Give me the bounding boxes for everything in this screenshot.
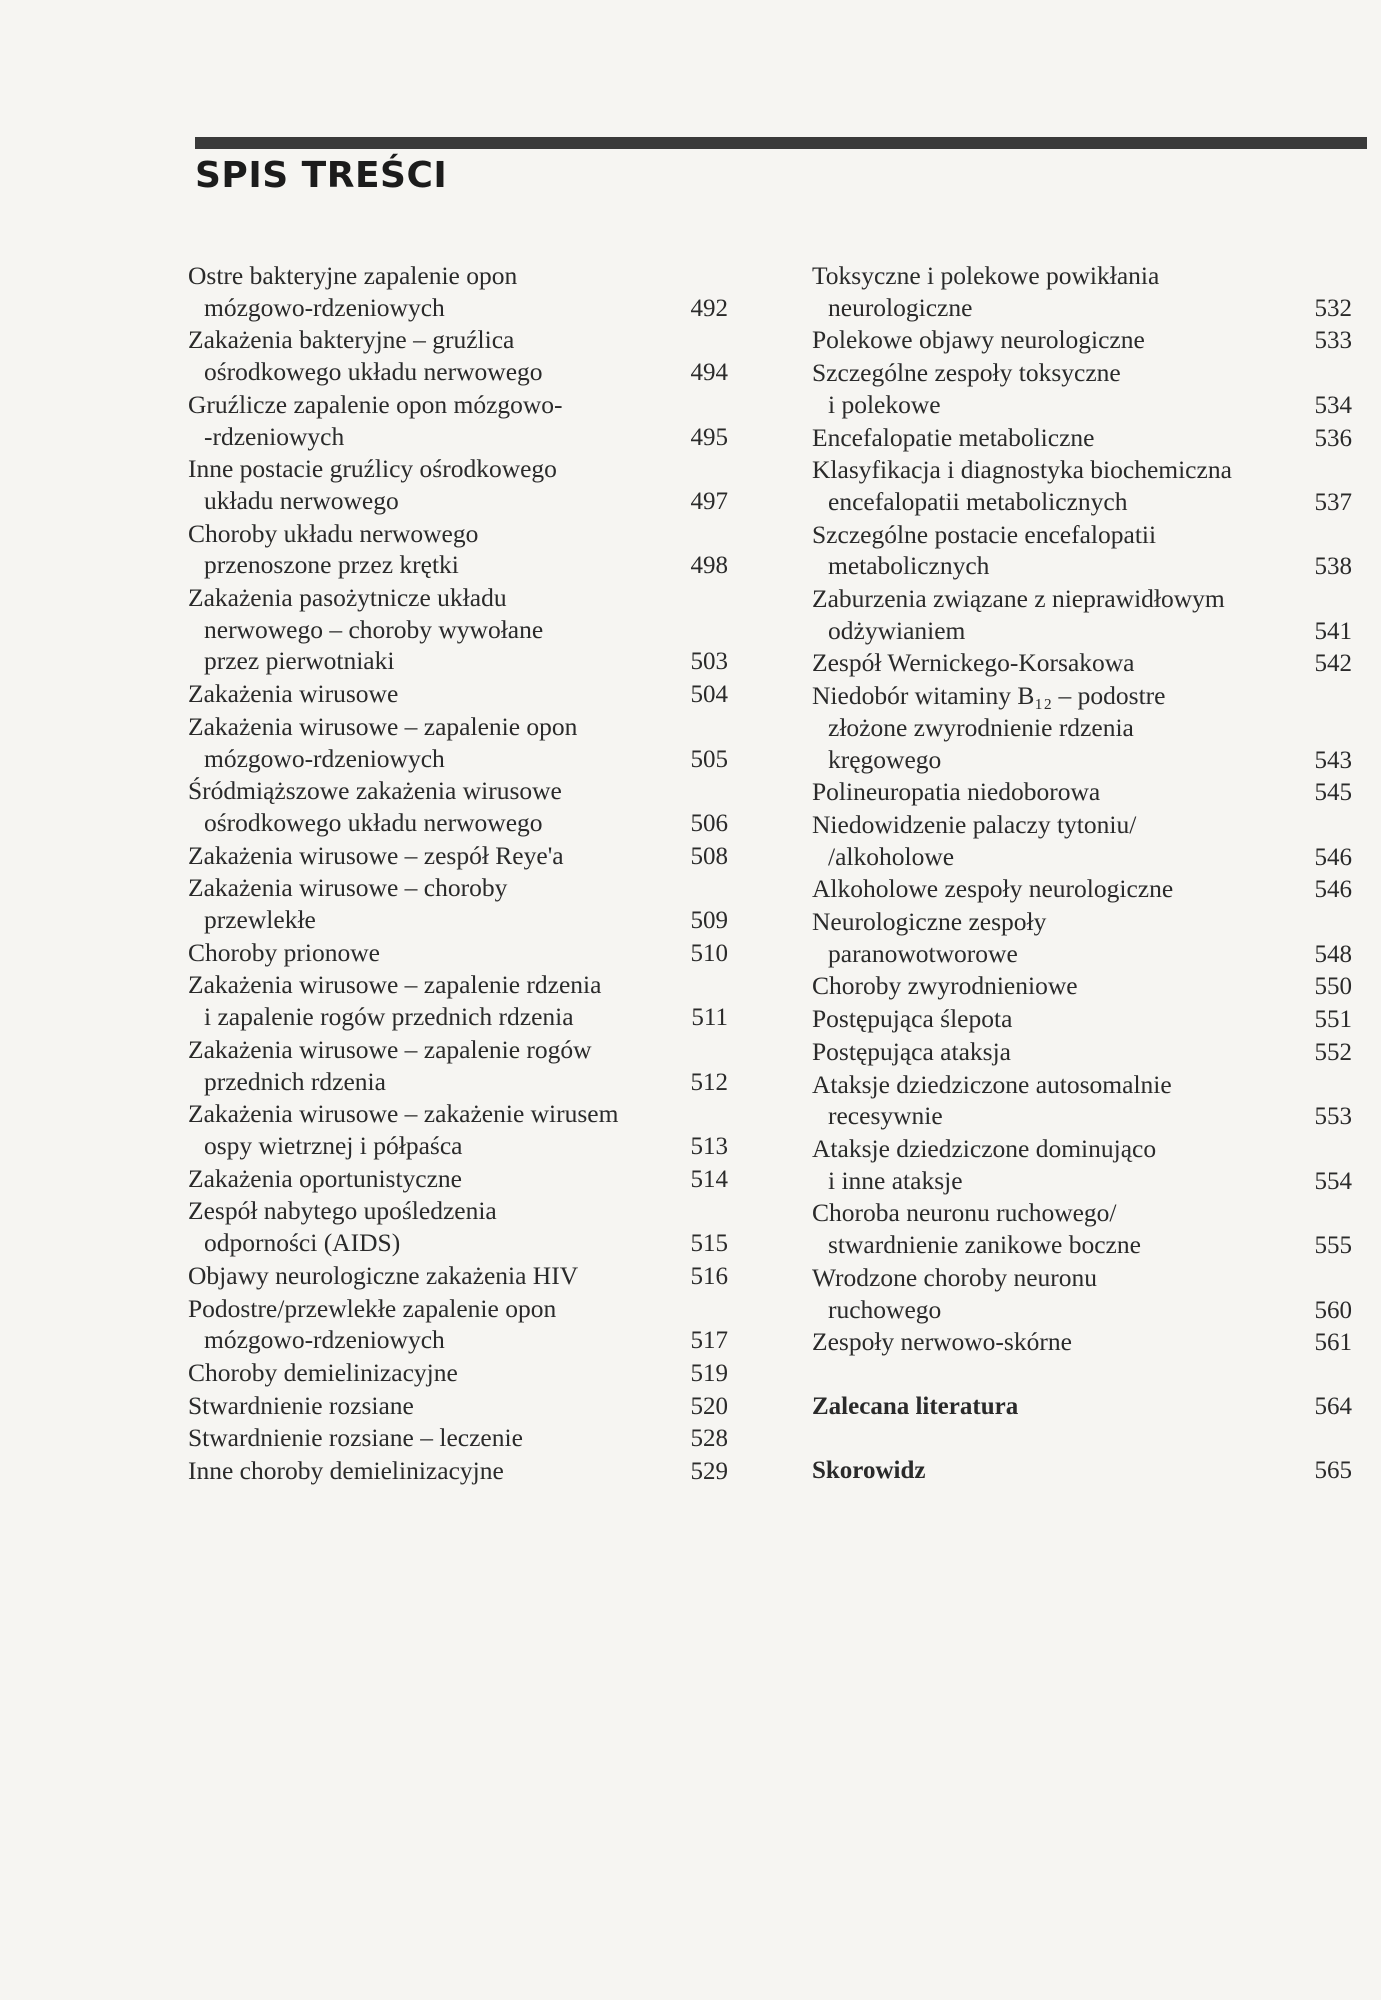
toc-entry-line (812, 970, 1352, 1003)
toc-page-number: 564 (1314, 1392, 1352, 1420)
toc-entry (812, 583, 1352, 647)
toc-entry-line (812, 550, 1352, 583)
toc-entry (188, 1260, 728, 1293)
toc-entry-title: Zakażenia wirusowe – zapalenie opon (188, 711, 578, 741)
toc-entry-title: Polekowe objawy neurologiczne (812, 325, 1145, 355)
toc-entry-title: Klasyfikacja i diagnostyka biochemiczna (812, 455, 1232, 485)
toc-entry (812, 1036, 1352, 1069)
toc-entry-line (188, 421, 728, 454)
toc-entry-line (812, 1003, 1352, 1036)
toc-entry (812, 1133, 1352, 1197)
toc-entry-line (188, 711, 728, 743)
toc-entry-title: /alkoholowe (828, 841, 955, 871)
toc-entry-title: Wrodzone choroby neuronu (812, 1262, 1098, 1292)
toc-entry (188, 1163, 728, 1196)
toc-entry-line (188, 1130, 728, 1163)
toc-entry-title: paranowotworowe (828, 938, 1018, 968)
toc-entry-line (188, 549, 728, 582)
toc-entry-line (812, 873, 1352, 906)
toc-page-number: 536 (1314, 424, 1352, 452)
toc-entry (812, 970, 1352, 1003)
toc-entry-line (188, 1098, 728, 1130)
toc-entry (188, 453, 728, 517)
toc-entry-title: Podostre/przewlekłe zapalenie opon (188, 1293, 557, 1323)
toc-entry (812, 1003, 1352, 1036)
toc-entry-title: Choroby prionowe (188, 937, 380, 967)
toc-entry-title: Zespoły nerwowo-skórne (812, 1327, 1072, 1357)
toc-page-number: 550 (1314, 973, 1352, 1001)
toc-entry-title: Ataksje dziedziczone autosomalnie (812, 1069, 1172, 1099)
toc-entry (188, 1455, 728, 1488)
toc-page-number: 553 (1314, 1103, 1352, 1131)
toc-page-number: 560 (1314, 1296, 1352, 1324)
toc-left-column (188, 260, 728, 1488)
toc-entry-title: Ostre bakteryjne zapalenie opon (188, 261, 518, 290)
toc-entry-line (188, 1163, 728, 1196)
toc-entry-title: mózgowo-rdzeniowych (204, 1325, 445, 1355)
toc-entry-line (812, 712, 1352, 744)
toc-entry-title: Ataksje dziedziczone dominująco (812, 1133, 1157, 1163)
toc-page-number: 533 (1314, 327, 1352, 355)
toc-entry (812, 1197, 1352, 1261)
toc-entry-line (188, 1066, 728, 1099)
toc-page-number: 528 (690, 1425, 728, 1453)
toc-entry-title: Choroby układu nerwowego (188, 518, 479, 548)
toc-entry-line (188, 1293, 728, 1325)
toc-entry-line (812, 1133, 1352, 1165)
toc-entry-title: Polineuropatia niedoborowa (812, 777, 1101, 807)
toc-entry (188, 1390, 728, 1423)
toc-entry-line (188, 807, 728, 840)
toc-entry-title: ośrodkowego układu nerwowego (204, 357, 543, 387)
toc-entry-title: ośrodkowego układu nerwowego (204, 807, 543, 837)
toc-section-entry (812, 1455, 1352, 1487)
toc-page-number: 532 (1314, 294, 1352, 322)
toc-entry-line (188, 356, 728, 389)
toc-entry-line (812, 292, 1352, 325)
toc-page-number: 514 (690, 1165, 728, 1193)
toc-page-number: 541 (1314, 617, 1352, 645)
toc-entry-title: -rdzeniowych (204, 421, 345, 451)
toc-section-title: Skorowidz (812, 1456, 926, 1484)
toc-entry-title: Objawy neurologiczne zakażenia HIV (188, 1260, 579, 1290)
toc-entry (812, 357, 1352, 421)
toc-entry-line (812, 519, 1352, 551)
toc-entry (188, 969, 728, 1033)
toc-section-entry (812, 1391, 1352, 1423)
toc-entry-line (188, 1227, 728, 1260)
toc-entry-line (812, 1069, 1352, 1101)
toc-entry-title: Szczególne zespoły toksyczne (812, 358, 1121, 388)
toc-entry-title: Inne choroby demielinizacyjne (188, 1456, 504, 1486)
toc-entry-line (812, 615, 1352, 648)
toc-entry-title: Choroby zwyrodnieniowe (812, 971, 1078, 1001)
toc-entry-title: metabolicznych (828, 551, 990, 581)
toc-entry-title: Niedobór witaminy B₁₂ – podostre (812, 681, 1166, 711)
toc-entry-line (188, 324, 728, 356)
toc-entry-title: Zakażenia pasożytnicze układu (188, 583, 507, 613)
toc-entry-title: Choroby demielinizacyjne (188, 1357, 458, 1387)
toc-page-number: 543 (1314, 746, 1352, 774)
toc-entry-line (812, 1165, 1352, 1198)
toc-entry-title: odżywianiem (828, 615, 966, 645)
toc-page-number: 561 (1314, 1329, 1352, 1357)
toc-entry-title: przednich rdzenia (204, 1066, 386, 1096)
toc-entry-title: i polekowe (828, 389, 941, 419)
toc-entry-title: Niedowidzenie palaczy tytoniu/ (812, 809, 1137, 839)
toc-entry-title: Postępująca ataksja (812, 1036, 1011, 1066)
toc-entry (188, 1422, 728, 1455)
toc-entry-title: Zakażenia bakteryjne – gruźlica (188, 325, 515, 355)
toc-entry (812, 324, 1352, 357)
toc-page-number: 504 (690, 681, 728, 709)
toc-entry-line (812, 454, 1352, 486)
toc-page-number: 513 (690, 1132, 728, 1160)
toc-entry-line (188, 1455, 728, 1488)
toc-entry-title: Zakażenia wirusowe – zapalenie rogów (188, 1034, 592, 1064)
toc-entry (812, 906, 1352, 970)
toc-entry (188, 840, 728, 873)
toc-entry (188, 711, 728, 775)
toc-entry-line (812, 324, 1352, 357)
toc-page-number: 565 (1314, 1456, 1352, 1484)
toc-page-number: 551 (1314, 1006, 1352, 1034)
toc-entry-title: Zakażenia wirusowe – zespół Reye'a (188, 840, 564, 870)
toc-entry-line (812, 260, 1352, 292)
toc-page-number: 555 (1314, 1232, 1352, 1260)
toc-entry-line (188, 292, 728, 325)
toc-entry-title: przez pierwotniaki (204, 646, 395, 676)
toc-entry (188, 1098, 728, 1162)
toc-entry (812, 1069, 1352, 1133)
toc-entry (188, 260, 728, 324)
toc-page-number: 546 (1314, 876, 1352, 904)
toc-entry-title: złożone zwyrodnienie rdzenia (828, 712, 1134, 742)
toc-entry-line (812, 647, 1352, 680)
toc-page-number: 511 (691, 1004, 728, 1032)
toc-entry-title: Toksyczne i polekowe powikłania (812, 261, 1160, 290)
toc-entry (188, 1357, 728, 1390)
toc-entry-line (188, 937, 728, 970)
toc-entry-line (812, 841, 1352, 874)
toc-entry-line (188, 1324, 728, 1357)
toc-entry-line (188, 678, 728, 711)
toc-entry-line (812, 1229, 1352, 1262)
toc-entry-title: Stwardnienie rozsiane (188, 1390, 414, 1420)
toc-entry (812, 454, 1352, 518)
toc-entry-line (188, 1357, 728, 1390)
toc-entry-line (188, 453, 728, 485)
toc-page-number: 519 (690, 1359, 728, 1387)
toc-entry-title: Stwardnienie rozsiane – leczenie (188, 1423, 523, 1453)
toc-entry-line (188, 775, 728, 807)
toc-entry (188, 937, 728, 970)
toc-entry-line (188, 1195, 728, 1227)
toc-entry-title: Zespół nabytego upośledzenia (188, 1196, 497, 1226)
toc-entry-line (812, 1326, 1352, 1359)
toc-right-column (812, 260, 1352, 1486)
toc-page-number: 515 (690, 1230, 728, 1258)
toc-entry-line (812, 1262, 1352, 1294)
toc-page-number: 520 (690, 1392, 728, 1420)
toc-entry-line (188, 969, 728, 1001)
toc-page-number: 503 (690, 648, 728, 676)
toc-page-number: 534 (1314, 391, 1352, 419)
toc-entry-line (812, 680, 1352, 712)
toc-page-number: 542 (1314, 650, 1352, 678)
toc-entry-line (812, 1197, 1352, 1229)
toc-entry-title: kręgowego (828, 744, 942, 774)
toc-entry-title: mózgowo-rdzeniowych (204, 292, 445, 322)
toc-entry (188, 1195, 728, 1259)
toc-entry-title: Zaburzenia związane z nieprawidłowym (812, 584, 1225, 614)
toc-entry-title: Zakażenia oportunistyczne (188, 1163, 463, 1193)
toc-entry (812, 1262, 1352, 1326)
toc-entry-title: Zakażenia wirusowe – zakażenie wirusem (188, 1099, 619, 1129)
toc-entry-line (812, 357, 1352, 389)
toc-entry (188, 872, 728, 936)
toc-entry-title: Szczególne postacie encefalopatii (812, 519, 1157, 549)
toc-entry (188, 582, 728, 678)
toc-entry (188, 389, 728, 453)
toc-page-number: 554 (1314, 1167, 1352, 1195)
toc-page-number: 512 (690, 1068, 728, 1096)
toc-entry-line (188, 904, 728, 937)
toc-entry-title: encefalopatii metabolicznych (828, 486, 1128, 516)
toc-entry-line (188, 840, 728, 873)
toc-entry-line (188, 1034, 728, 1066)
toc-entry (812, 260, 1352, 324)
header-rule (195, 137, 1367, 149)
toc-page-number: 537 (1314, 488, 1352, 516)
toc-entry-line (188, 1422, 728, 1455)
toc-entry-line (812, 938, 1352, 971)
toc-page-number: 509 (690, 907, 728, 935)
toc-entry-title: Alkoholowe zespoły neurologiczne (812, 874, 1174, 904)
toc-page-number: 517 (690, 1327, 728, 1355)
toc-entry-line (812, 389, 1352, 422)
toc-entry-line (812, 744, 1352, 777)
toc-page-number: 516 (690, 1262, 728, 1290)
toc-entry (188, 678, 728, 711)
toc-page-number: 548 (1314, 940, 1352, 968)
toc-entry (188, 1293, 728, 1357)
toc-entry-title: mózgowo-rdzeniowych (204, 743, 445, 773)
toc-page-number: 492 (690, 294, 728, 322)
toc-entry-title: Postępująca ślepota (812, 1004, 1013, 1034)
toc-page-number: 538 (1314, 553, 1352, 581)
toc-entry (812, 680, 1352, 776)
toc-page-number: 505 (690, 745, 728, 773)
toc-entry (812, 647, 1352, 680)
toc-page-number: 498 (690, 552, 728, 580)
toc-page-number: 552 (1314, 1038, 1352, 1066)
toc-entry-line (188, 1390, 728, 1423)
toc-entry-title: i inne ataksje (828, 1165, 963, 1195)
toc-entry-line (812, 809, 1352, 841)
toc-entry-line (188, 1260, 728, 1293)
toc-entry-line (188, 389, 728, 421)
toc-entry-title: Zakażenia wirusowe – zapalenie rdzenia (188, 970, 602, 1000)
toc-entry (188, 518, 728, 582)
toc-entry-line (188, 485, 728, 518)
toc-page-number: 495 (690, 423, 728, 451)
toc-entry-title: stwardnienie zanikowe boczne (828, 1230, 1141, 1260)
page-title: SPIS TREŚCI (195, 155, 448, 196)
toc-section-line (812, 1391, 1352, 1423)
toc-entry-line (188, 645, 728, 678)
toc-entry-title: Neurologiczne zespoły (812, 907, 1047, 937)
toc-entry (812, 873, 1352, 906)
toc-entry-title: recesywnie (828, 1101, 943, 1131)
toc-entry-line (188, 872, 728, 904)
toc-entry-line (812, 906, 1352, 938)
toc-entry-title: Śródmiąższowe zakażenia wirusowe (188, 776, 562, 806)
toc-entry-title: odporności (AIDS) (204, 1228, 401, 1258)
toc-entry (812, 776, 1352, 809)
toc-entry-line (188, 582, 728, 614)
toc-page-number: 545 (1314, 779, 1352, 807)
toc-entry-line (188, 743, 728, 776)
toc-page-number: 546 (1314, 843, 1352, 871)
toc-page-number: 510 (690, 939, 728, 967)
toc-entry-line (188, 518, 728, 550)
toc-entry-line (188, 614, 728, 646)
toc-entry (188, 1034, 728, 1098)
toc-entry-title: ruchowego (828, 1294, 942, 1324)
toc-section-line (812, 1455, 1352, 1487)
toc-entry-line (188, 1001, 728, 1034)
toc-page-number: 497 (690, 487, 728, 515)
toc-entry-line (812, 1294, 1352, 1327)
toc-entry-title: Choroba neuronu ruchowego/ (812, 1198, 1117, 1228)
toc-entry-line (812, 776, 1352, 809)
toc-page-number: 506 (690, 809, 728, 837)
toc-entry-title: Zakażenia wirusowe (188, 679, 399, 709)
toc-entry-title: Encefalopatie metaboliczne (812, 422, 1095, 452)
toc-entry (812, 422, 1352, 455)
toc-entry-title: i zapalenie rogów przednich rdzenia (204, 1002, 574, 1032)
toc-entry-line (188, 260, 728, 292)
toc-entry-title: przenoszone przez krętki (204, 550, 459, 580)
toc-entry-line (812, 1036, 1352, 1069)
toc-entry-title: Zakażenia wirusowe – choroby (188, 873, 508, 903)
toc-entry-title: Zespół Wernickego-Korsakowa (812, 648, 1135, 678)
toc-page-number: 494 (690, 359, 728, 387)
toc-section-title: Zalecana literatura (812, 1392, 1019, 1420)
toc-entry-title: przewlekłe (204, 905, 316, 935)
toc-entry-title: ospy wietrznej i półpaśca (204, 1130, 463, 1160)
toc-entry (812, 519, 1352, 583)
toc-entry (188, 775, 728, 839)
toc-entry-line (812, 422, 1352, 455)
toc-entry-line (812, 583, 1352, 615)
toc-entry (188, 324, 728, 388)
toc-entry-line (812, 1100, 1352, 1133)
toc-entry-title: neurologiczne (828, 292, 973, 322)
toc-entry-title: Inne postacie gruźlicy ośrodkowego (188, 454, 557, 484)
toc-entry (812, 1326, 1352, 1359)
toc-entry (812, 809, 1352, 873)
toc-entry-title: Gruźlicze zapalenie opon mózgowo- (188, 389, 563, 419)
toc-page-number: 529 (690, 1458, 728, 1486)
toc-entry-title: układu nerwowego (204, 485, 399, 515)
toc-entry-title: nerwowego – choroby wywołane (204, 614, 544, 644)
toc-page-number: 508 (690, 842, 728, 870)
toc-entry-line (812, 486, 1352, 519)
